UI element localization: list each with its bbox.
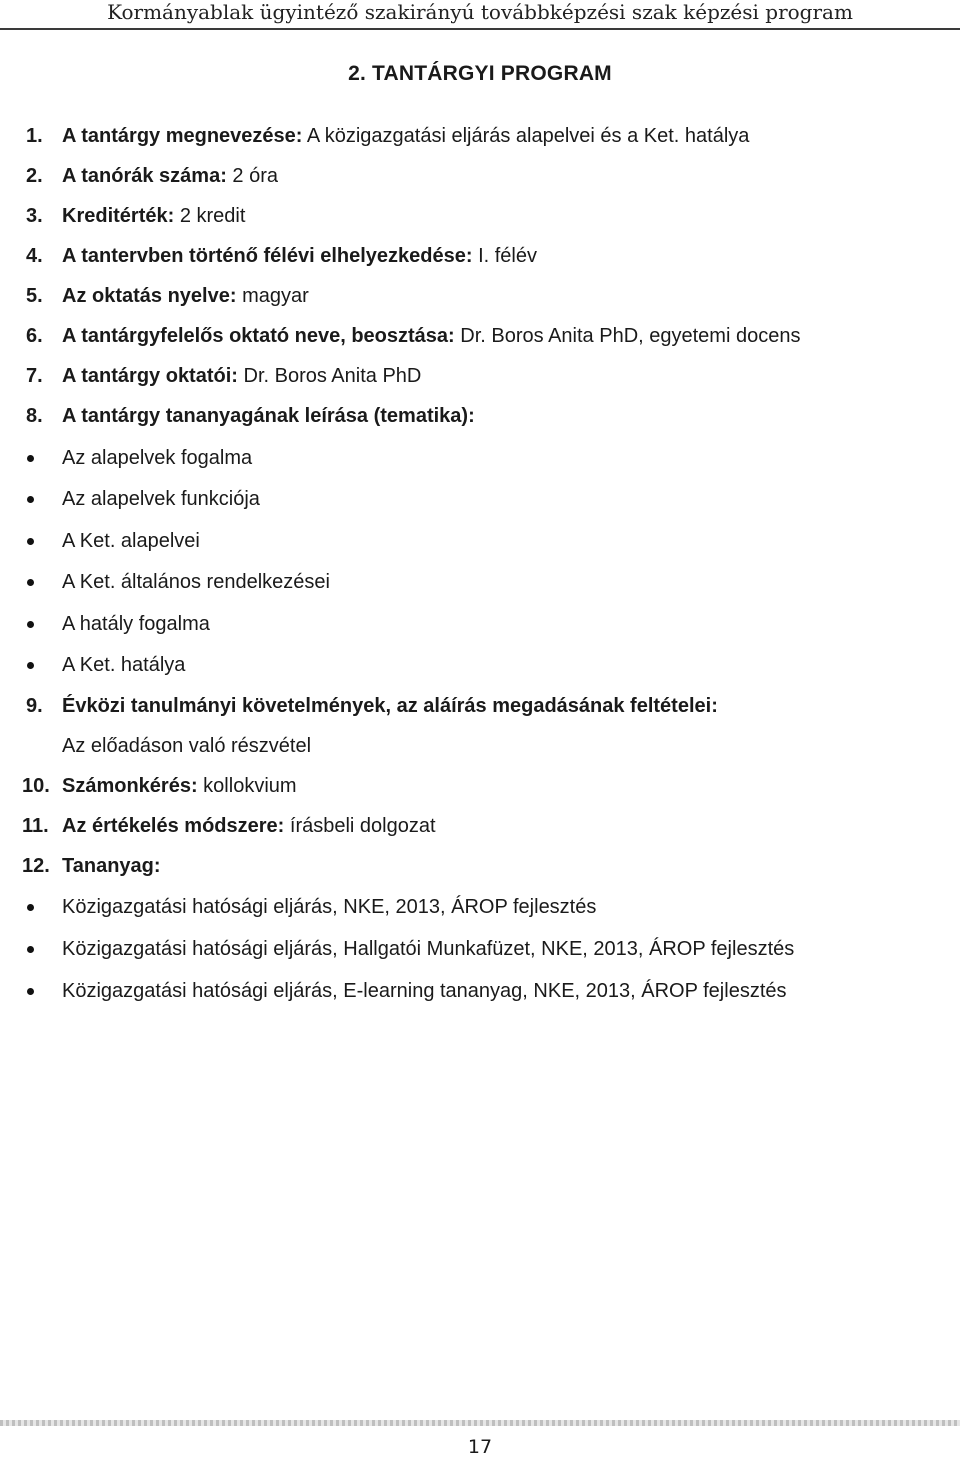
item-value: Dr. Boros Anita PhD [237,365,422,387]
item-number: 5. [26,285,43,307]
bullet-icon [27,662,34,669]
material-text: Közigazgatási hatósági eljárás, E-learning tananyag, NKE, 2013, ÁROP fejlesztés [62,980,787,1002]
topic-text: Az alapelvek fogalma [62,447,253,469]
bullet-icon [27,455,34,462]
item-value: 2 kredit [174,205,246,227]
item-label: Az oktatás nyelve: [62,285,237,307]
item-label: Számonkérés: [62,775,198,797]
item-label: A tanórák száma: [62,165,227,187]
topic-text: A Ket. alapelvei [62,530,200,552]
item-value: I. félév [472,245,537,267]
bullet-icon [27,496,34,503]
item-number: 2. [26,165,43,187]
item-number: 3. [26,205,43,227]
item-number: 10. [22,775,50,797]
header-text: Kormányablak ügyintéző szakirányú továbbképzési szak képzési program [107,0,853,24]
item-value: 2 óra [226,165,279,187]
item-number: 7. [26,365,43,387]
item-number: 11. [22,815,49,837]
bullet-icon [27,621,34,628]
item-label: A tantárgyfelelős oktató neve, beosztása: [62,325,455,347]
item-label: A tantárgy tananyagának leírása (tematika): [62,405,475,427]
bullet-icon [27,946,34,953]
bullet-icon [27,579,34,586]
item-label: Az értékelés módszere: [62,815,285,837]
item-number: 12. [22,855,50,877]
item-label: A tantárgy oktatói: [62,365,238,387]
bullet-icon [27,988,34,995]
material-text: Közigazgatási hatósági eljárás, Hallgatói Munkafüzet, NKE, 2013, ÁROP fejlesztés [62,938,795,960]
item-label: A tantervben történő félévi elhelyezkedése: [62,245,473,267]
topic-text: Az alapelvek funkciója [62,488,260,510]
item-number: 8. [26,405,43,427]
item-label: Évközi tanulmányi követelmények, az aláírás megadásának feltételei: [62,695,718,717]
item-value: magyar [236,285,309,307]
item-value: Dr. Boros Anita PhD, egyetemi docens [454,325,801,347]
item-number: 4. [26,245,43,267]
item-number: 9. [26,695,43,717]
footer-rule [0,1420,960,1426]
header-rule [0,28,960,30]
item-value: írásbeli dolgozat [284,815,436,837]
item-label: Kreditérték: [62,205,175,227]
program-title: 2. TANTÁRGYI PROGRAM [348,62,612,85]
item-value: kollokvium [197,775,297,797]
bullet-icon [27,538,34,545]
page-number: 17 [467,1436,493,1458]
item-detail: Az előadáson való részvétel [62,735,312,757]
topic-text: A Ket. hatálya [62,654,186,676]
bullet-icon [27,904,34,911]
material-text: Közigazgatási hatósági eljárás, NKE, 2013, ÁROP fejlesztés [62,896,597,918]
topic-text: A Ket. általános rendelkezései [62,571,330,593]
item-label: A tantárgy megnevezése: [62,125,303,147]
item-number: 1. [26,125,43,147]
item-number: 6. [26,325,43,347]
item-label: Tananyag: [62,855,161,877]
item-value: A közigazgatási eljárás alapelvei és a Ket. hatálya [302,125,750,147]
topic-text: A hatály fogalma [62,613,210,635]
